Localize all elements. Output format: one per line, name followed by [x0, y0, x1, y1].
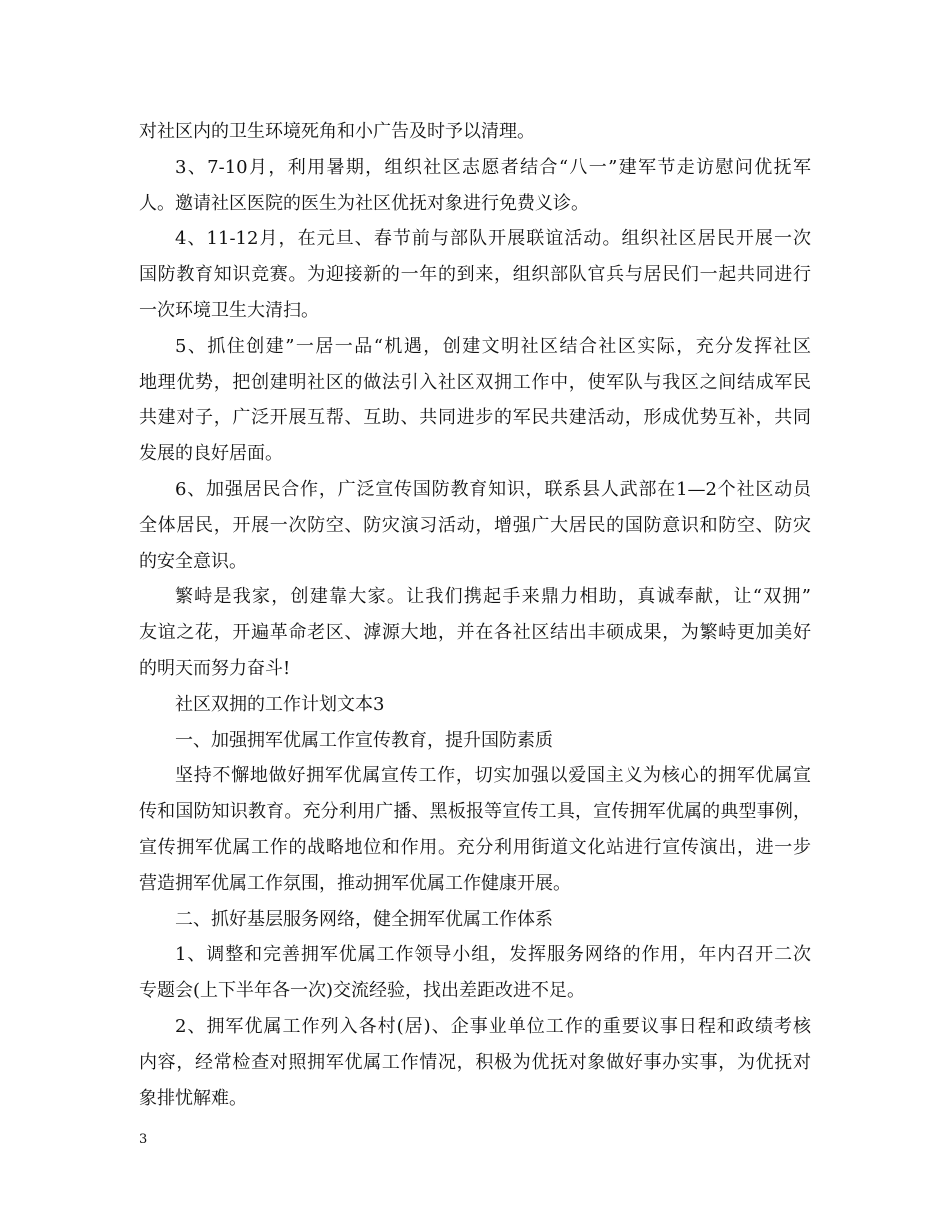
body-text — [139, 114, 811, 1116]
text-line: 专题会(上下半年各一次)交流经验，找出差距改进不足。 — [139, 980, 586, 1002]
text-line: 地理优势，把创建明社区的做法引入社区双拥工作中，使军队与我区之间结成军民 — [139, 371, 811, 393]
text-line: 共建对子，广泛开展互帮、互助、共同进步的军民共建活动，形成优势互补，共同 — [139, 407, 811, 429]
text-line: 发展的良好居面。 — [139, 443, 283, 465]
text-line: 3、7-10月，利用暑期，组织社区志愿者结合“八一”建军节走访慰问优抚军 — [175, 156, 811, 178]
text-line: 传和国防知识教育。充分利用广播、黑板报等宣传工具，宣传拥军优属的典型事例， — [139, 801, 811, 823]
text-line: 2、拥军优属工作列入各村(居)、企事业单位工作的重要议事日程和政绩考核 — [175, 1015, 811, 1037]
text-line: 人。邀请社区医院的医生为社区优抚对象进行免费义诊。 — [139, 192, 589, 214]
text-line: 友谊之花，开遍革命老区、滹源大地，并在各社区结出丰硕成果，为繁峙更加美好 — [139, 622, 811, 644]
text-line: 5、抓住创建”一居一品“机遇，创建文明社区结合社区实际，充分发挥社区 — [175, 335, 811, 357]
text-line: 的安全意识。 — [139, 550, 247, 572]
text-line: 国防教育知识竞赛。为迎接新的一年的到来，组织部队官兵与居民们一起共同进行 — [139, 264, 811, 286]
text-line: 1、调整和完善拥军优属工作领导小组，发挥服务网络的作用，年内召开二次 — [175, 944, 811, 966]
text-line: 的明天而努力奋斗! — [139, 657, 291, 679]
section-heading: 社区双拥的工作计划文本3 — [175, 693, 385, 715]
text-line: 坚持不懈地做好拥军优属宣传工作，切实加强以爱国主义为核心的拥军优属宣 — [175, 765, 811, 787]
text-line: 6、加强居民合作，广泛宣传国防教育知识，联系县人武部在1—2个社区动员 — [175, 478, 811, 500]
text-line: 内容，经常检查对照拥军优属工作情况，积极为优抚对象做好事办实事，为优抚对 — [139, 1051, 811, 1073]
text-line: 象排忧解难。 — [139, 1087, 247, 1109]
text-line: 对社区内的卫生环境死角和小广告及时予以清理。 — [139, 121, 535, 142]
section-heading: 二、抓好基层服务网络，健全拥军优属工作体系 — [175, 908, 553, 930]
text-line: 全体居民，开展一次防空、防灾演习活动，增强广大居民的国防意识和防空、防灾 — [139, 514, 811, 536]
text-line: 营造拥军优属工作氛围，推动拥军优属工作健康开展。 — [139, 872, 571, 894]
text-line: 一次环境卫生大清扫。 — [139, 299, 319, 321]
text-line: 繁峙是我家，创建靠大家。让我们携起手来鼎力相助，真诚奉献，让“双拥” — [175, 586, 811, 608]
text-line: 宣传拥军优属工作的战略地位和作用。充分利用街道文化站进行宣传演出，进一步 — [139, 836, 811, 858]
text-line: 4、11-12月，在元旦、春节前与部队开展联谊活动。组织社区居民开展一次 — [175, 228, 811, 250]
page-number: 3 — [139, 1132, 148, 1147]
section-heading: 一、加强拥军优属工作宣传教育，提升国防素质 — [175, 729, 553, 751]
